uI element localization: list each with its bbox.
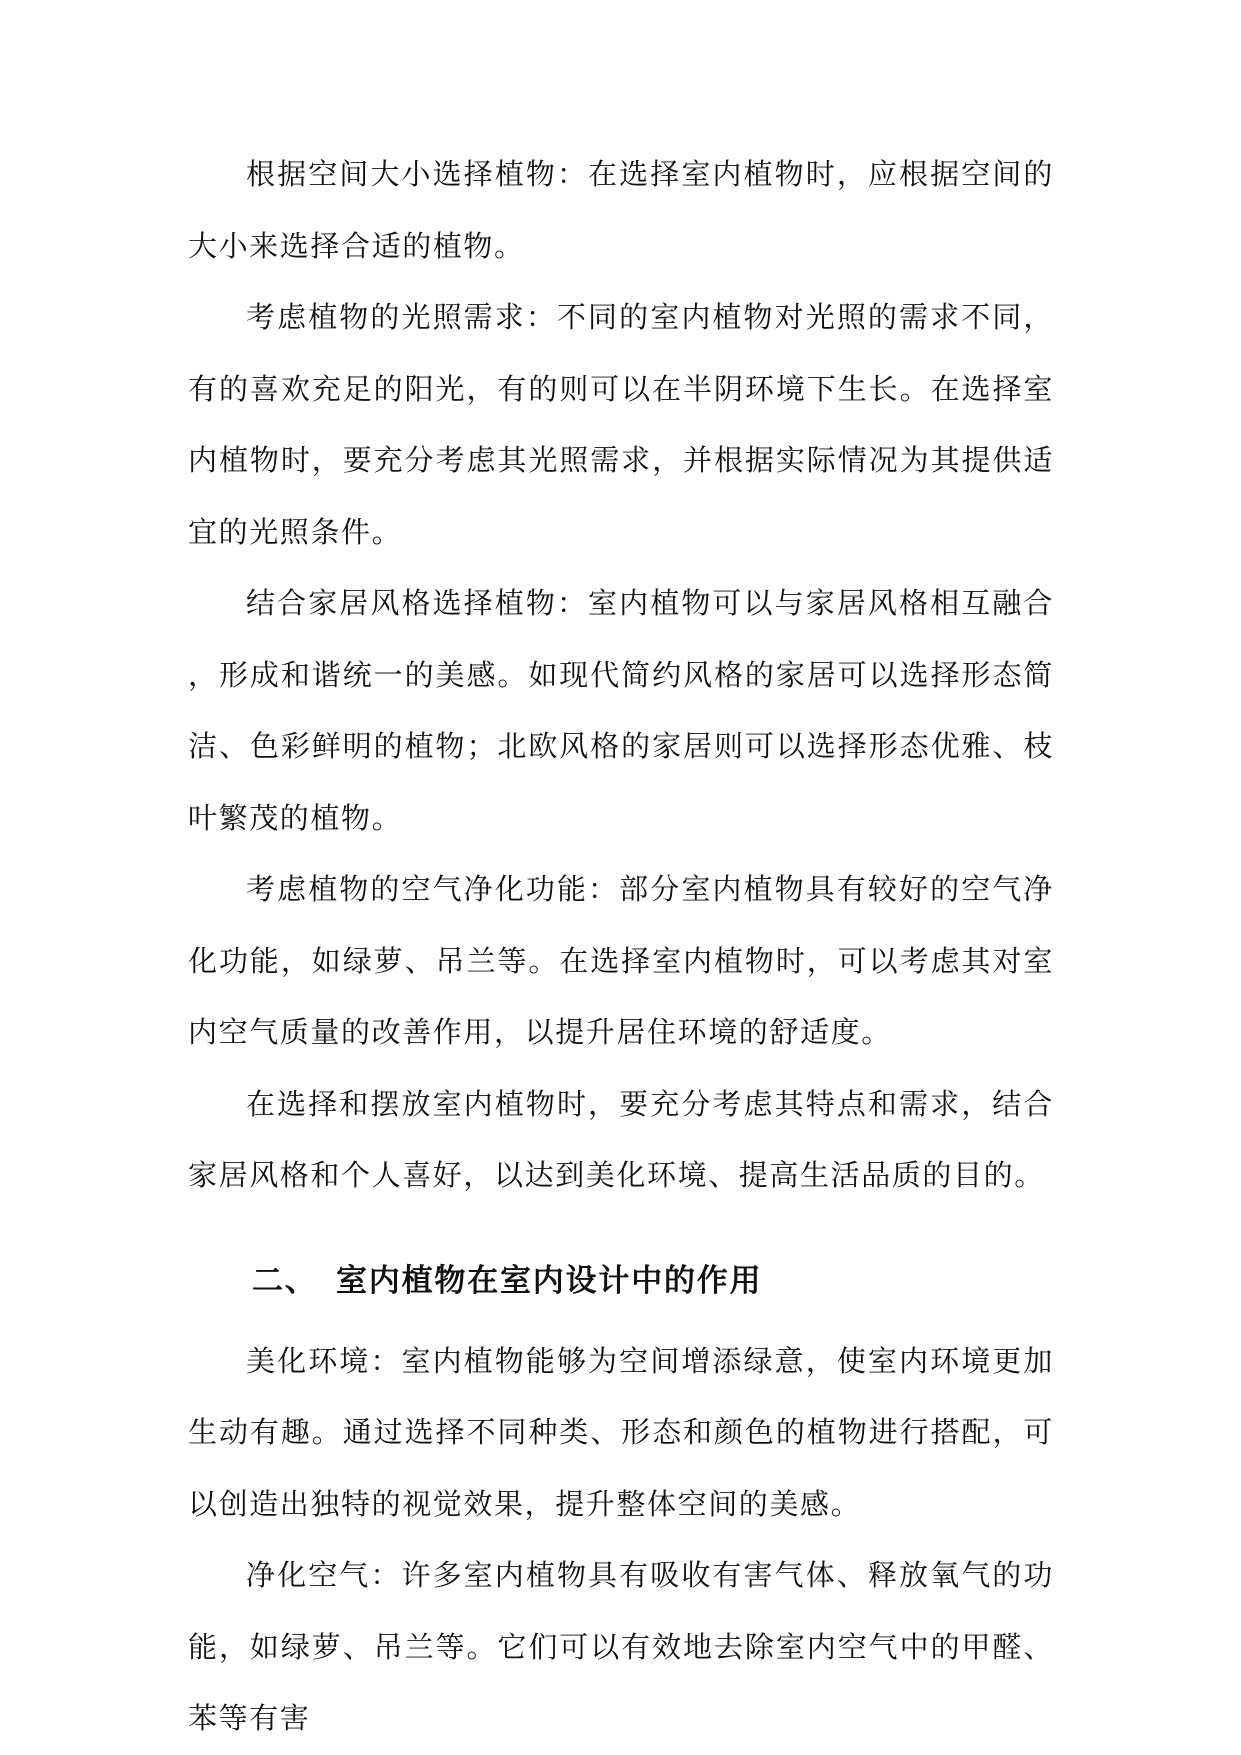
document-body — [188, 139, 1054, 1755]
paragraph-purify-air: 净化空气：许多室内植物具有吸收有害气体、释放氧气的功能，如绿萝、吊兰等。它们可以有效地去除室内空气中的甲醛、苯等有害 — [188, 1558, 1054, 1735]
section-title: 室内植物在室内设计中的作用 — [336, 1262, 763, 1299]
paragraph-light-needs: 考虑植物的光照需求：不同的室内植物对光照的需求不同，有的喜欢充足的阳光，有的则可以在半阴环境下生长。在选择室内植物时，要充分考虑其光照需求，并根据实际情况为其提供适宜的光照条件。 — [188, 300, 1054, 549]
paragraph-home-style: 结合家居风格选择植物：室内植物可以与家居风格相互融合，形成和谐统一的美感。如现代简约风格的家居可以选择形态简洁、色彩鲜明的植物；北欧风格的家居则可以选择形态优雅、枝叶繁茂的植物。 — [188, 586, 1054, 835]
section-number: 二、 — [252, 1262, 318, 1299]
paragraph-space-size: 根据空间大小选择植物：在选择室内植物时，应根据空间的大小来选择合适的植物。 — [188, 157, 1054, 263]
section-heading — [188, 1212, 1054, 1326]
paragraph-summary: 在选择和摆放室内植物时，要充分考虑其特点和需求，结合家居风格和个人喜好，以达到美化环境、提高生活品质的目的。 — [188, 1086, 1054, 1192]
paragraph-beautify: 美化环境：室内植物能够为空间增添绿意，使室内环境更加生动有趣。通过选择不同种类、形态和颜色的植物进行搭配，可以创造出独特的视觉效果，提升整体空间的美感。 — [188, 1343, 1054, 1521]
paragraph-air-purification: 考虑植物的空气净化功能：部分室内植物具有较好的空气净化功能，如绿萝、吊兰等。在选择室内植物时，可以考虑其对室内空气质量的改善作用，以提升居住环境的舒适度。 — [188, 872, 1054, 1049]
